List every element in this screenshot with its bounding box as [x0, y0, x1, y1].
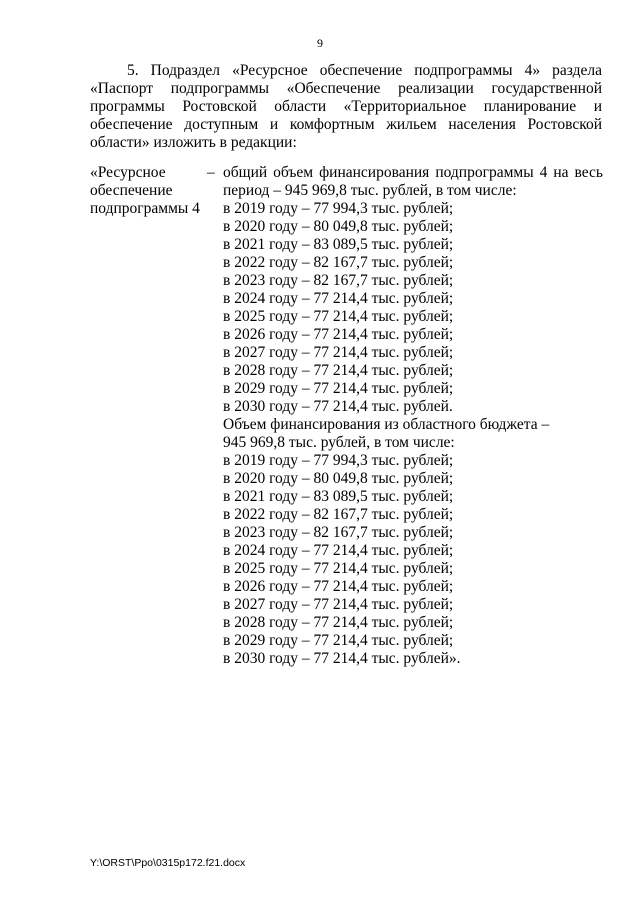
regional-budget-total: 945 969,8 тыс. рублей, в том числе: — [223, 434, 455, 451]
year-amount-line: в 2027 году – 77 214,4 тыс. рублей; — [223, 596, 454, 613]
regional-by-year-list — [223, 452, 603, 668]
row-label-line: обеспечение — [90, 182, 173, 199]
year-amount-line: в 2027 году – 77 214,4 тыс. рублей; — [223, 344, 454, 361]
year-amount-line: в 2028 году – 77 214,4 тыс. рублей; — [223, 614, 454, 631]
intro-paragraph: 5. Подраздел «Ресурсное обеспечение подпрограммы 4» раздела «Паспорт подпрограммы «Обеспечение реализации государственной программы Ростовской области «Территориальное планирование и обеспечение доступным и комфортным жильем населения Ростовской области» изложить в редакции: — [90, 62, 602, 151]
year-amount-line: в 2025 году – 77 214,4 тыс. рублей; — [223, 308, 454, 325]
total-by-year-list — [223, 200, 603, 416]
year-amount-line: в 2030 году – 77 214,4 тыс. рублей. — [223, 398, 453, 415]
year-amount-line: в 2019 году – 77 994,3 тыс. рублей; — [223, 200, 454, 217]
year-amount-line: в 2022 году – 82 167,7 тыс. рублей; — [223, 254, 454, 271]
year-amount-line: в 2030 году – 77 214,4 тыс. рублей». — [223, 650, 461, 667]
year-amount-line: в 2021 году – 83 089,5 тыс. рублей; — [223, 488, 454, 505]
row-label — [90, 164, 210, 218]
year-amount-line: в 2020 году – 80 049,8 тыс. рублей; — [223, 218, 454, 235]
row-label-line: «Ресурсное — [90, 164, 166, 181]
year-amount-line: в 2024 году – 77 214,4 тыс. рублей; — [223, 290, 454, 307]
year-amount-line: в 2020 году – 80 049,8 тыс. рублей; — [223, 470, 454, 487]
row-dash: – — [207, 164, 215, 181]
year-amount-line: в 2023 году – 82 167,7 тыс. рублей; — [223, 524, 454, 541]
year-amount-line: в 2024 году – 77 214,4 тыс. рублей; — [223, 542, 454, 559]
year-amount-line: в 2021 году – 83 089,5 тыс. рублей; — [223, 236, 454, 253]
year-amount-line: в 2029 году – 77 214,4 тыс. рублей; — [223, 380, 454, 397]
year-amount-line: в 2026 году – 77 214,4 тыс. рублей; — [223, 326, 454, 343]
year-amount-line: в 2025 году – 77 214,4 тыс. рублей; — [223, 560, 454, 577]
page-number: 9 — [317, 36, 323, 50]
year-amount-line: в 2022 году – 82 167,7 тыс. рублей; — [223, 506, 454, 523]
year-amount-line: в 2029 году – 77 214,4 тыс. рублей; — [223, 632, 454, 649]
year-amount-line: в 2023 году – 82 167,7 тыс. рублей; — [223, 272, 454, 289]
regional-budget-heading: Объем финансирования из областного бюджета – — [223, 416, 550, 433]
year-amount-line: в 2019 году – 77 994,3 тыс. рублей; — [223, 452, 454, 469]
total-funding-text: общий объем финансирования подпрограммы 4 на весь период – 945 969,8 тыс. рублей, в том числе: — [223, 164, 603, 199]
year-amount-line: в 2026 году – 77 214,4 тыс. рублей; — [223, 578, 454, 595]
row-content — [223, 164, 603, 668]
year-amount-line: в 2028 году – 77 214,4 тыс. рублей; — [223, 362, 454, 379]
footer-file-path: Y:\ORST\Ppo\0315p172.f21.docx — [90, 857, 246, 869]
row-label-line: подпрограммы 4 — [90, 200, 200, 217]
